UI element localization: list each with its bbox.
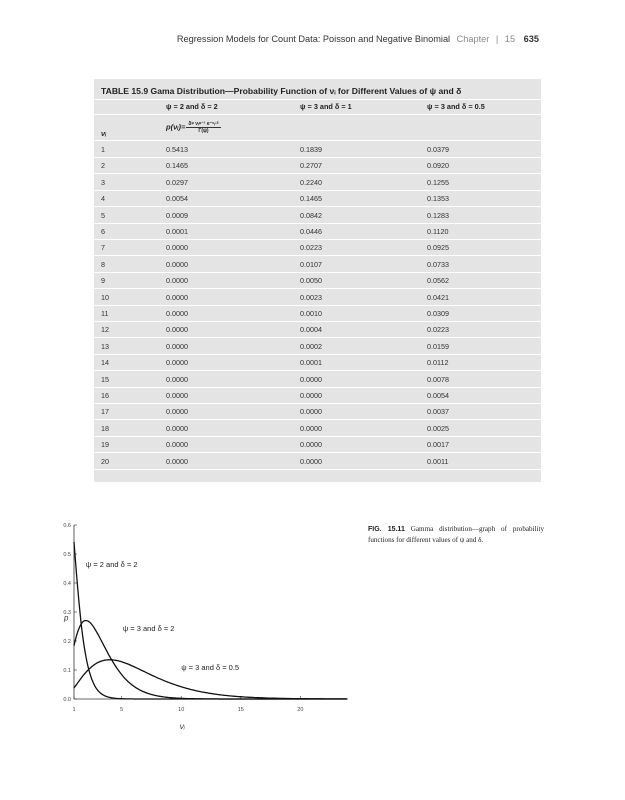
table-cell: 0.0000 [300,374,322,384]
table-cell: 0.0000 [166,243,188,253]
x-tick-label: 5 [120,707,124,713]
table-cell: 0.1255 [427,177,449,187]
table-cell: 0.0000 [166,440,188,450]
y-tick-label: 0.6 [63,523,71,529]
table-cell: 0.1283 [427,210,449,220]
table-cell: 0.0159 [427,341,449,351]
table-row-index: 18 [101,423,109,433]
table-row-rule [94,239,541,240]
curve-label-3: ψ = 3 and δ = 0.5 [181,663,240,672]
table-row-rule [94,419,541,420]
running-head-separator: | [495,34,499,44]
running-head-chapter-number: 15 [504,34,516,44]
table-cell: 0.0107 [300,259,322,269]
table-row-rule [94,190,541,191]
table-cell: 0.0000 [300,391,322,400]
x-tick-label: 15 [237,707,244,713]
table-row-rule [94,272,541,273]
table-cell: 0.1839 [300,145,322,154]
table-row-rule [94,305,541,306]
table-cell: 0.0000 [166,423,188,433]
table-cell: 0.0050 [300,276,322,286]
table-cell: 0.0000 [166,259,188,269]
col-header-3: ψ = 3 and δ = 0.5 [427,102,485,111]
table-row-index: 7 [101,243,105,253]
table-cell: 0.0078 [427,374,449,384]
y-axis-label: p [64,613,69,623]
table-row-rule [94,387,541,388]
table-row-rule [94,370,541,371]
table-cell: 0.0000 [300,456,322,466]
table-cell: 0.0000 [166,391,188,400]
table-row-rule [94,354,541,355]
y-tick-label: 0.4 [63,581,71,587]
table-title: TABLE 15.9 Gama Distribution—Probability Function of νᵢ for Different Values of ψ and δ [101,86,462,96]
table-row-index: 2 [101,161,105,171]
formula-denominator: Γ(ψ) [198,128,209,134]
chart-axes [63,523,348,713]
table-cell: 0.0733 [427,259,449,269]
table-row-rule [94,288,541,289]
table-row-rule [94,321,541,322]
table-row-index: 3 [101,177,105,187]
table-row-index: 16 [101,391,109,400]
table-row-index: 15 [101,374,109,384]
curve-label-1: ψ = 2 and δ = 2 [85,560,138,570]
y-tick-label: 0.1 [63,668,71,674]
table-cell: 0.0842 [300,210,322,220]
table-cell: 0.5413 [166,145,188,154]
probability-formula [166,121,221,134]
running-head-chapter: Chapter [456,34,490,44]
table-cell: 0.0000 [166,341,188,351]
figure-caption-label: FIG. 15.11 [368,526,405,533]
table-rule [94,99,541,100]
table-cell: 0.0025 [427,423,449,433]
table-row-rule [94,436,541,437]
table-row-index: 1 [101,145,105,154]
table-row-index: 19 [101,440,109,450]
table-cell: 0.0000 [166,276,188,286]
table-cell: 0.2240 [300,177,322,187]
table-cell: 0.0920 [427,161,449,171]
table-cell: 0.1120 [427,227,449,236]
table-cell: 0.0000 [166,309,188,318]
table-row-index: 11 [101,309,109,318]
table-row-index: 17 [101,407,109,417]
table-cell: 0.0223 [300,243,322,253]
table-row-index: 10 [101,292,109,302]
curve-label-2: ψ = 3 and δ = 2 [122,623,175,633]
table-row-rule [94,452,541,453]
table-row-index: 14 [101,358,109,368]
y-tick-label: 0.3 [63,610,71,616]
page-number: 635 [523,34,539,44]
table-cell: 0.0054 [166,194,188,204]
gamma-chart [58,515,348,760]
table-cell: 0.0010 [300,309,322,318]
table-cell: 0.0000 [166,292,188,302]
table-cell: 0.0000 [166,456,188,466]
table-cell: 0.0309 [427,309,449,318]
figure-caption [368,524,544,545]
table-row-rule [94,173,541,174]
table-row-rule [94,469,541,470]
y-tick-label: 0.0 [63,697,71,703]
table-row-index: 6 [101,227,105,236]
table-cell: 0.0004 [300,325,322,335]
table-cell: 0.0037 [427,407,449,417]
table-cell: 0.0000 [166,358,188,368]
table-cell: 0.0446 [300,227,322,236]
table-cell: 0.0379 [427,145,449,154]
table-cell: 0.0925 [427,243,449,253]
table-cell: 0.0562 [427,276,449,286]
table-cell: 0.1353 [427,194,449,204]
table-cell: 0.1465 [300,194,322,204]
table-cell: 0.0000 [166,407,188,417]
table-cell: 0.0009 [166,210,188,220]
running-head [177,34,539,44]
x-tick-label: 20 [297,707,304,713]
table-cell: 0.0421 [427,292,449,302]
table-row-index: 12 [101,325,109,335]
table-cell: 0.0000 [166,325,188,335]
col-header-1: ψ = 2 and δ = 2 [166,102,218,111]
running-head-title: Regression Models for Count Data: Poisson and Negative Binomial [176,34,451,44]
table-rule [94,140,541,141]
table-row-rule [94,157,541,158]
table-row-rule [94,223,541,224]
row-header-nu: νᵢ [101,129,107,138]
table-row-index: 4 [101,194,105,204]
table-cell: 0.0023 [300,292,322,302]
table-cell: 0.0000 [166,374,188,384]
table-row-rule [94,337,541,338]
table-row-index: 13 [101,341,109,351]
table-cell: 0.0054 [427,391,449,400]
table-cell: 0.0000 [300,407,322,417]
table-cell: 0.0223 [427,325,449,335]
table-cell: 0.0112 [427,358,449,368]
table-cell: 0.0001 [300,358,322,368]
table-cell: 0.0000 [300,440,322,450]
y-tick-label: 0.2 [63,639,71,645]
table-cell: 0.0017 [427,440,449,450]
table-row-index: 5 [101,210,105,220]
y-tick-label: 0.5 [63,552,71,558]
table-row-index: 9 [101,276,105,286]
table-row-index: 8 [101,259,105,269]
table-cell: 0.1465 [166,161,188,171]
table-cell: 0.0002 [300,341,322,351]
chart-labels [63,560,239,731]
table-row-rule [94,403,541,404]
table-row-rule [94,255,541,256]
formula-lhs: p(νᵢ)= [166,122,186,132]
table-row-rule [94,206,541,207]
formula-numerator: δᵠ νᵢᵠ⁻¹ e⁻ᵛᵢ·ᵟ [188,121,219,127]
table-rule [94,114,541,115]
table-cell: 0.0000 [300,423,322,433]
x-tick-label: 10 [178,707,185,713]
table-cell: 0.0297 [166,177,188,187]
gamma-table [94,79,541,482]
x-tick-label: 1 [72,707,76,713]
table-cell: 0.2707 [300,161,322,171]
table-row-index: 20 [101,456,109,466]
figure-caption-text: Gamma distribution—graph of probability functions for different values of ψ and δ. [368,525,545,544]
table-cell: 0.0001 [166,227,188,236]
col-header-2: ψ = 3 and δ = 1 [300,102,352,111]
table-cell: 0.0011 [427,456,449,466]
x-axis-label: νᵢ [179,722,185,731]
